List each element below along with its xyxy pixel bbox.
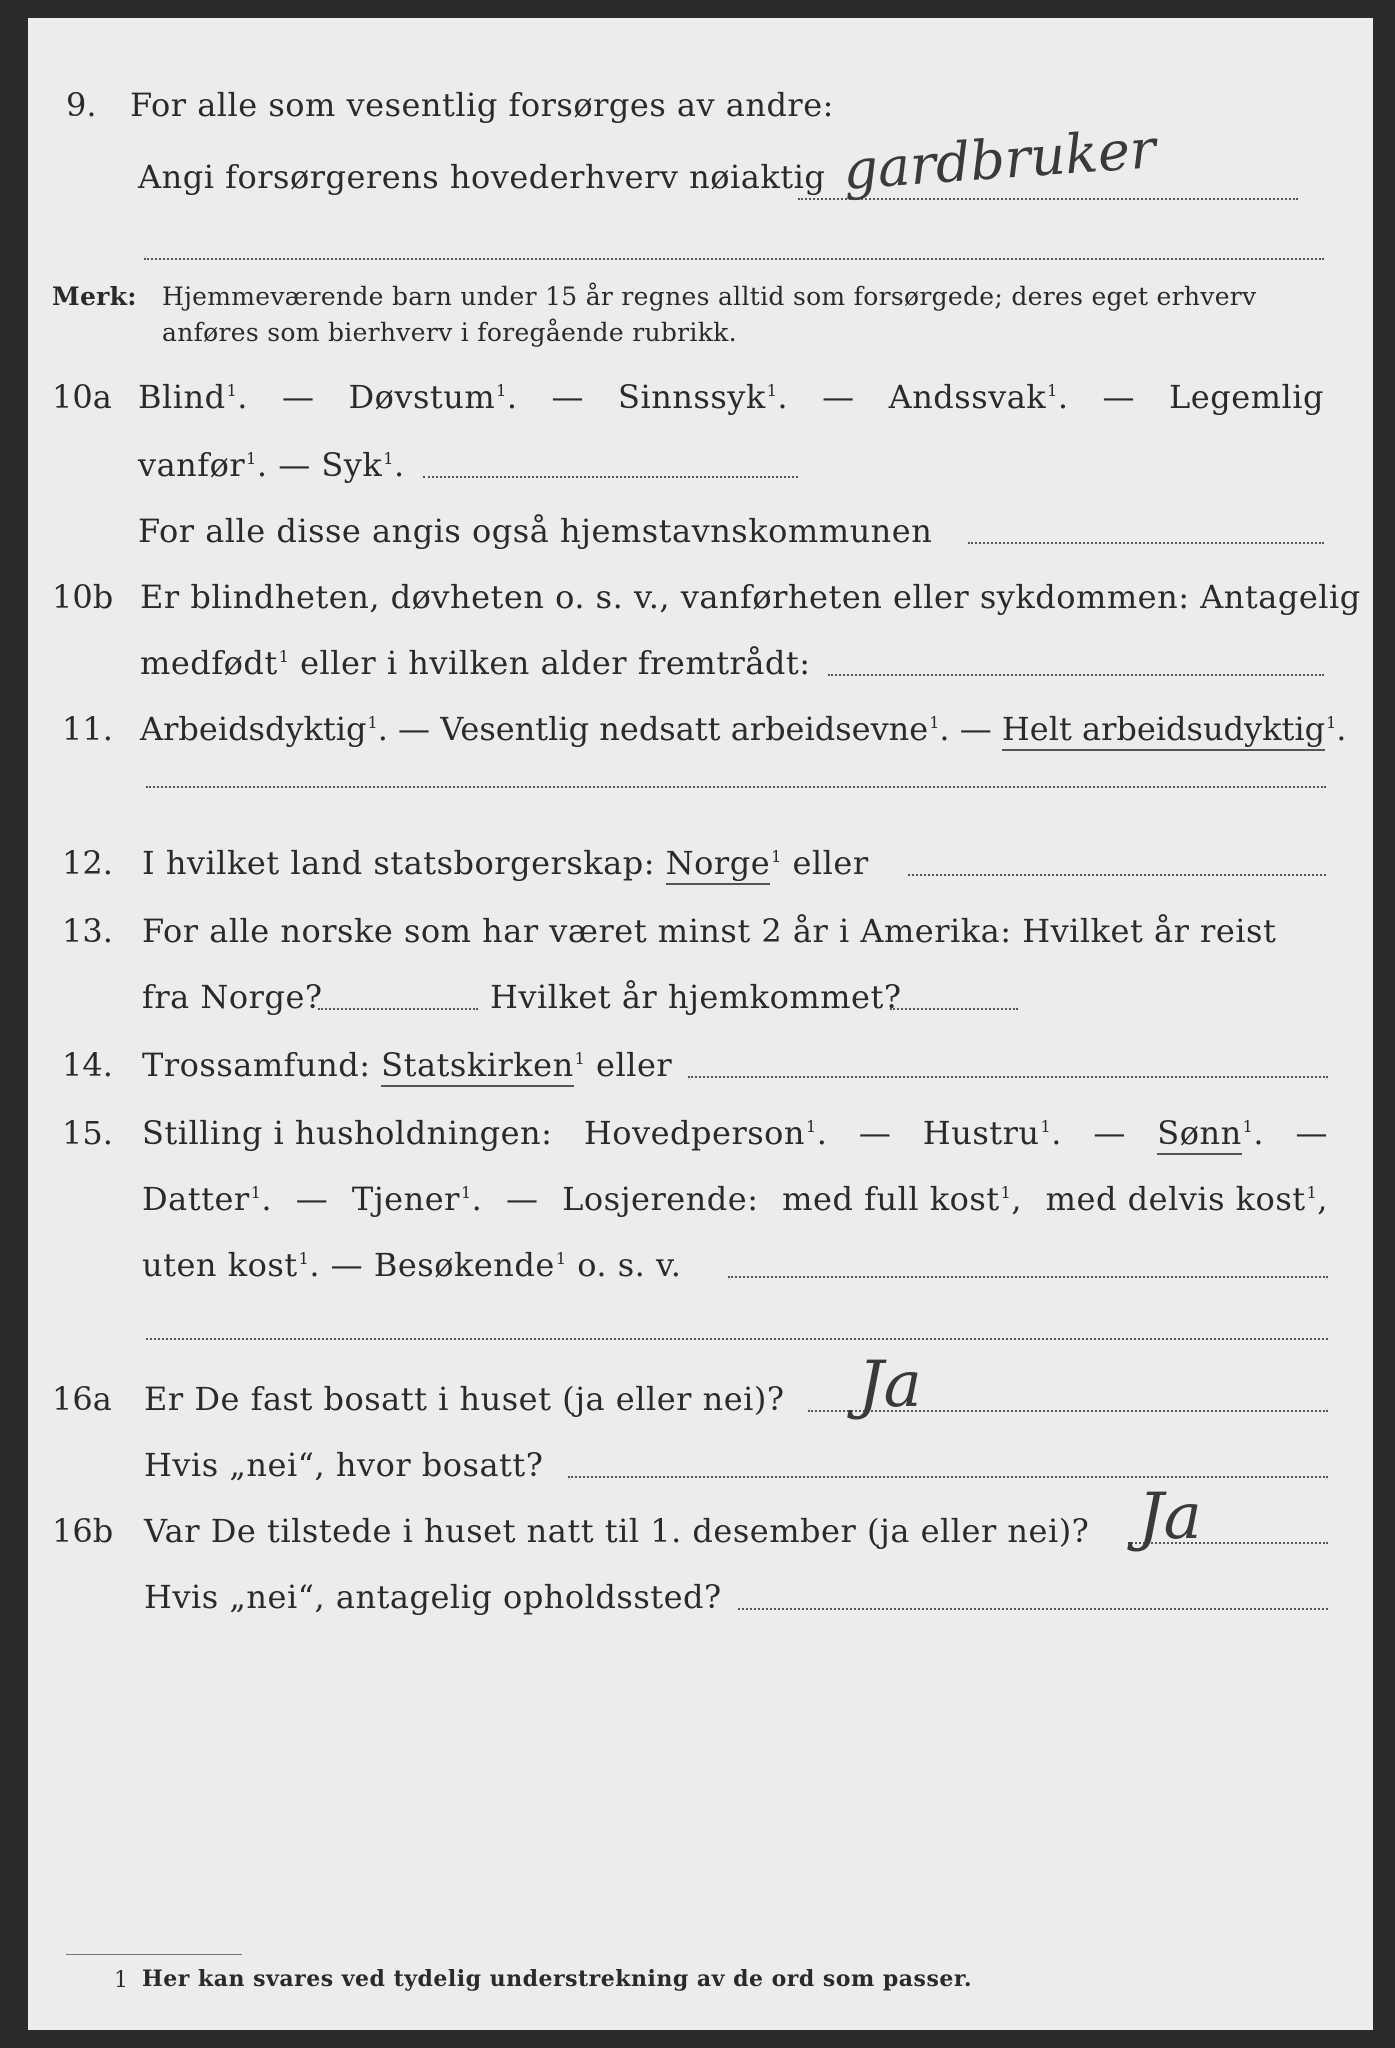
q9-line2: Angi forsørgerens hovederhverv nøiaktig — [138, 158, 826, 196]
merk-label: Merk: — [52, 282, 137, 311]
question-number-16a: 16a — [52, 1380, 112, 1418]
q15-line2: Datter$^1$. — Tjener$^1$. — Losjerende: med full kost$^1$, med delvis kost$^1$, — [142, 1180, 1328, 1218]
question-number-13: 13. — [62, 912, 113, 950]
answer-line — [728, 1276, 1328, 1278]
q9-line1: For alle som vesentlig forsørges av andre: — [130, 86, 834, 124]
option-legemlig: Legemlig — [1169, 378, 1324, 416]
answer-line — [423, 476, 798, 478]
footnote-text: Her kan svares ved tydelig understrekning av de ord som passer. — [142, 1966, 973, 1992]
option-blind: Blind$^1$. — [138, 378, 248, 416]
q15-line3: uten kost$^1$. — Besøkende$^1$ o. s. v. — [142, 1246, 682, 1284]
underlined-selection: Statskirken — [381, 1046, 574, 1087]
footnote-rule — [66, 1954, 242, 1955]
question-number-11: 11. — [62, 710, 113, 748]
answer-line — [688, 1076, 1328, 1078]
q16b-line2: Hvis „nei“, antagelig opholdssted? — [144, 1578, 722, 1616]
handwritten-answer-16b: Ja — [1138, 1480, 1202, 1554]
q10a-line3: For alle disse angis også hjemstavnskommunen — [138, 512, 933, 550]
handwritten-answer-9: gardbruker — [841, 117, 1158, 202]
q16a-line2: Hvis „nei“, hvor bosatt? — [144, 1446, 544, 1484]
q13-hjem: Hvilket år hjemkommet? — [490, 978, 902, 1016]
q14-line: Trossamfund: Statskirken$^1$ eller — [142, 1046, 672, 1084]
q13-fra: fra Norge? — [142, 978, 323, 1016]
merk-line1: Hjemmeværende barn under 15 år regnes alltid som forsørgede; deres eget erhverv — [162, 282, 1257, 311]
dash: — — [551, 378, 585, 416]
question-number-9: 9. — [66, 86, 97, 124]
question-number-15: 15. — [62, 1114, 113, 1152]
answer-line — [828, 674, 1324, 676]
option-sinnssyk: Sinnssyk$^1$. — [618, 378, 789, 416]
q11-line: Arbeidsdyktig$^1$. — Vesentlig nedsatt arbeidsevne$^1$. — Helt arbeidsudyktig$^1$. — [140, 710, 1346, 748]
q15-line1: Stilling i husholdningen: Hovedperson$^1$. — Hustru$^1$. — Sønn$^1$. — — [142, 1114, 1328, 1152]
blank-line — [146, 1338, 1328, 1340]
question-number-10a: 10a — [52, 378, 112, 416]
dash: — — [822, 378, 855, 416]
answer-line — [318, 1008, 478, 1010]
blank-line — [146, 786, 1326, 788]
underlined-selection: Norge — [666, 844, 770, 885]
answer-line — [890, 1008, 1018, 1010]
q10a-line1 — [138, 378, 1324, 416]
option-dovstum: Døvstum$^1$. — [348, 378, 518, 416]
q16a-line1: Er De fast bosatt i huset (ja eller nei)? — [144, 1380, 785, 1418]
underlined-selection: Helt arbeidsudyktig — [1002, 710, 1325, 751]
q10b-line2: medfødt$^1$ eller i hvilken alder fremtrådt: — [140, 644, 811, 682]
answer-line — [908, 874, 1326, 876]
dash: — — [281, 378, 315, 416]
option-andssvak: Andssvak$^1$. — [888, 378, 1069, 416]
dash: — — [1102, 378, 1136, 416]
answer-line — [568, 1476, 1328, 1478]
q13-line1: For alle norske som har været minst 2 år i Amerika: Hvilket år reist — [142, 912, 1277, 950]
question-number-12: 12. — [62, 844, 113, 882]
q10a-line2: vanfør$^1$. — Syk$^1$. — [138, 446, 405, 484]
answer-line — [968, 542, 1324, 544]
question-number-14: 14. — [62, 1046, 113, 1084]
q12-line: I hvilket land statsborgerskap: Norge$^1$ eller — [142, 844, 869, 882]
question-number-16b: 16b — [52, 1512, 114, 1550]
answer-line — [738, 1608, 1328, 1610]
blank-line — [144, 258, 1324, 260]
question-number-10b: 10b — [52, 578, 114, 616]
census-form-page — [28, 18, 1373, 2030]
footnote-mark: 1 — [114, 1968, 129, 1993]
q16b-line1: Var De tilstede i huset natt til 1. desember (ja eller nei)? — [144, 1512, 1090, 1550]
handwritten-answer-16a: Ja — [858, 1348, 922, 1422]
q10b-line1: Er blindheten, døvheten o. s. v., vanførheten eller sykdommen: Antagelig — [140, 578, 1361, 616]
merk-line2: anføres som bierhverv i foregående rubrikk. — [162, 318, 737, 347]
underlined-selection: Sønn — [1157, 1114, 1241, 1155]
